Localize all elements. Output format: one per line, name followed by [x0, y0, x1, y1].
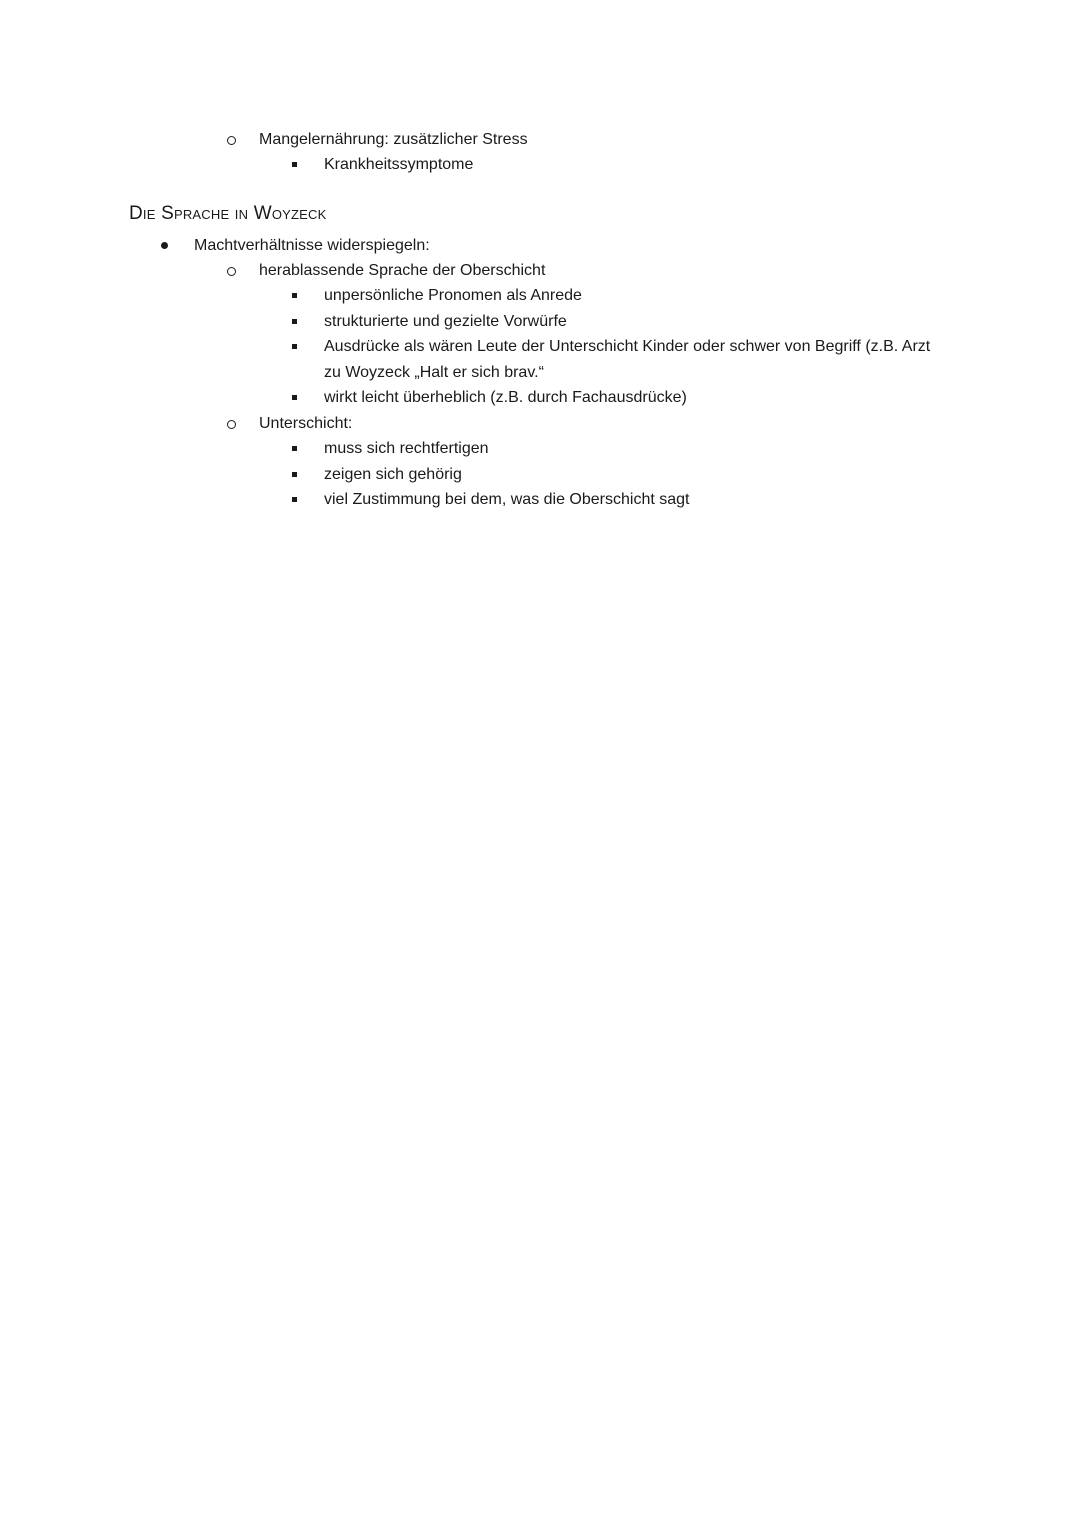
circle-bullet-icon: [227, 136, 236, 145]
circle-bullet-icon: [227, 267, 236, 276]
square-bullet-icon: [292, 446, 297, 451]
list-item: Mangelernährung: zusätzlicher Stress: [259, 131, 528, 148]
list-item-continuation: zu Woyzeck „Halt er sich brav.“: [324, 364, 544, 381]
list-item: unpersönliche Pronomen als Anrede: [324, 287, 582, 304]
square-bullet-icon: [292, 319, 297, 324]
disc-bullet-icon: [161, 242, 168, 249]
section-heading: Die Sprache in Woyzeck: [129, 203, 327, 224]
list-item: zeigen sich gehörig: [324, 466, 462, 483]
list-item: wirkt leicht überheblich (z.B. durch Fachausdrücke): [324, 389, 687, 406]
square-bullet-icon: [292, 497, 297, 502]
list-item: Machtverhältnisse widerspiegeln:: [194, 237, 430, 254]
square-bullet-icon: [292, 344, 297, 349]
square-bullet-icon: [292, 395, 297, 400]
square-bullet-icon: [292, 293, 297, 298]
list-item: viel Zustimmung bei dem, was die Oberschicht sagt: [324, 491, 690, 508]
list-item: Krankheitssymptome: [324, 156, 474, 173]
list-item: muss sich rechtfertigen: [324, 440, 489, 457]
list-item: strukturierte und gezielte Vorwürfe: [324, 313, 567, 330]
list-item: Unterschicht:: [259, 415, 353, 432]
square-bullet-icon: [292, 162, 297, 167]
list-item: herablassende Sprache der Oberschicht: [259, 262, 546, 279]
list-item: Ausdrücke als wären Leute der Unterschicht Kinder oder schwer von Begriff (z.B. Arzt: [324, 338, 931, 355]
circle-bullet-icon: [227, 420, 236, 429]
square-bullet-icon: [292, 472, 297, 477]
